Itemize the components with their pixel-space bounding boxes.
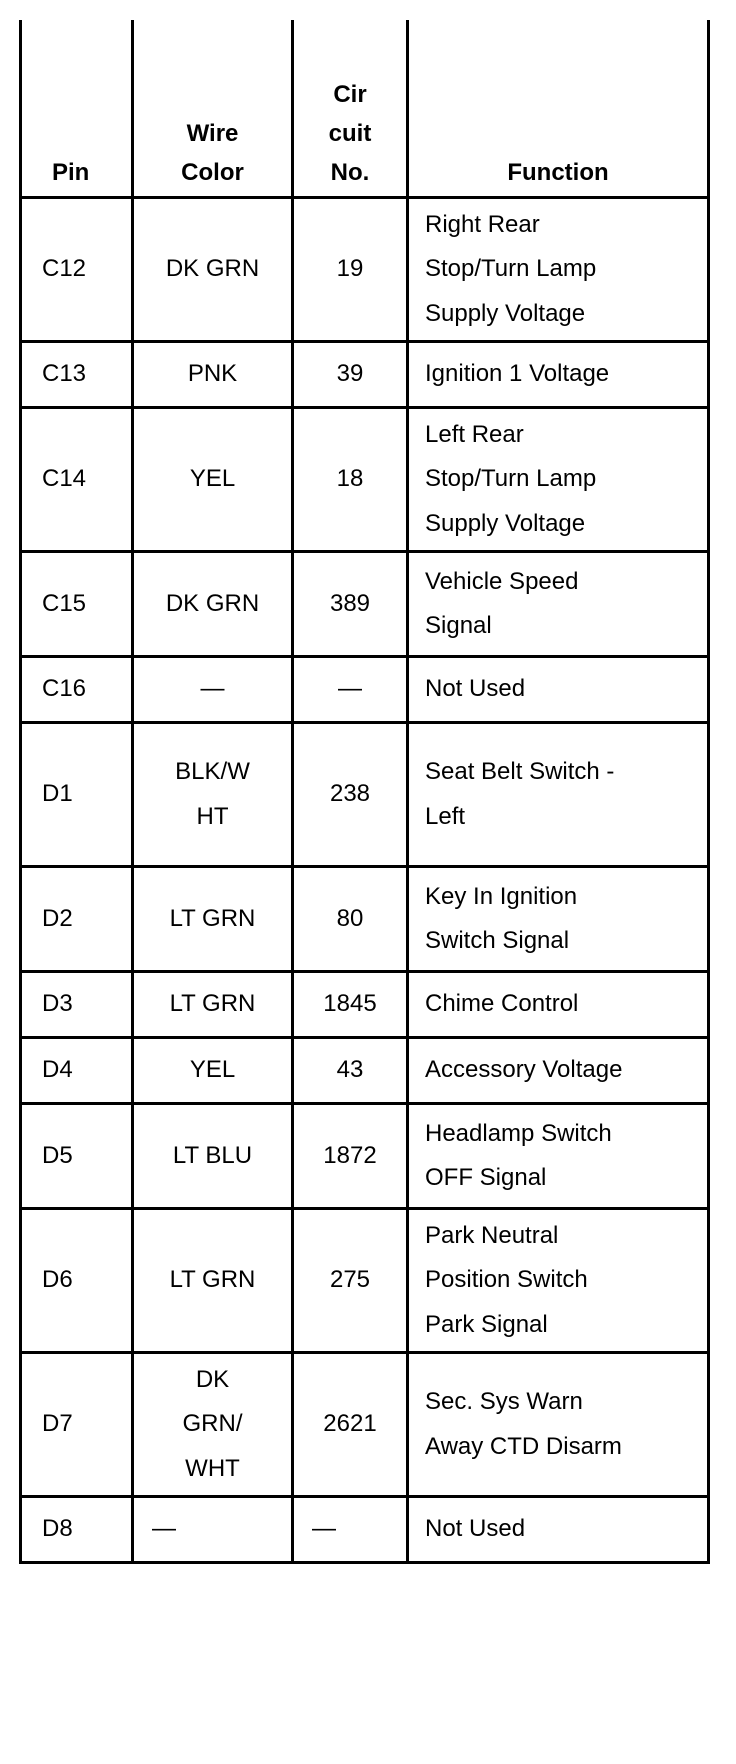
header-function-label: Function (507, 159, 609, 186)
cell-circuit-no: 80 (293, 867, 408, 972)
cell-circuit-no: 389 (293, 552, 408, 657)
cell-function: Chime Control (408, 972, 709, 1038)
table-row (21, 1497, 709, 1563)
cell-circuit-no: 43 (293, 1038, 408, 1104)
cell-pin: C14 (21, 408, 133, 552)
cell-pin: C12 (21, 198, 133, 342)
cell-circuit-no: — (293, 1497, 408, 1563)
cell-wire-color: DK GRN (133, 552, 293, 657)
table-row (21, 723, 709, 867)
cell-function: Ignition 1 Voltage (408, 342, 709, 408)
cell-wire-color: PNK (133, 342, 293, 408)
table-row (21, 1209, 709, 1353)
cell-function: Park Neutral Position Switch Park Signal (408, 1209, 709, 1353)
cell-pin: D8 (21, 1497, 133, 1563)
header-row (21, 20, 709, 198)
table-row (21, 408, 709, 552)
cell-function: Left Rear Stop/Turn Lamp Supply Voltage (408, 408, 709, 552)
cell-circuit-no: 2621 (293, 1353, 408, 1497)
table-body (21, 198, 709, 1563)
header-wire-color (133, 20, 293, 198)
cell-function: Not Used (408, 1497, 709, 1563)
cell-circuit-no: 275 (293, 1209, 408, 1353)
table-row (21, 867, 709, 972)
table-row (21, 1038, 709, 1104)
cell-circuit-no: — (293, 657, 408, 723)
cell-circuit-no: 1872 (293, 1104, 408, 1209)
cell-wire-color: — (133, 657, 293, 723)
cell-wire-color: YEL (133, 408, 293, 552)
cell-function: Accessory Voltage (408, 1038, 709, 1104)
cell-wire-color: DK GRN/ WHT (133, 1353, 293, 1497)
cell-function: Headlamp Switch OFF Signal (408, 1104, 709, 1209)
cell-function: Key In Ignition Switch Signal (408, 867, 709, 972)
header-pin-label: Pin (52, 159, 90, 186)
table-header (21, 20, 709, 198)
cell-pin: D5 (21, 1104, 133, 1209)
cell-pin: C13 (21, 342, 133, 408)
table-row (21, 1353, 709, 1497)
table-row (21, 552, 709, 657)
pin-function-table (19, 20, 710, 1564)
cell-wire-color: YEL (133, 1038, 293, 1104)
cell-pin: C15 (21, 552, 133, 657)
header-pin (21, 20, 133, 198)
header-function (408, 20, 709, 198)
cell-pin: D2 (21, 867, 133, 972)
cell-pin: D7 (21, 1353, 133, 1497)
cell-pin: C16 (21, 657, 133, 723)
cell-circuit-no: 19 (293, 198, 408, 342)
cell-function: Sec. Sys Warn Away CTD Disarm (408, 1353, 709, 1497)
cell-wire-color: LT GRN (133, 867, 293, 972)
cell-pin: D1 (21, 723, 133, 867)
header-circuit-no-label: Cir cuit No. (328, 81, 372, 186)
cell-pin: D4 (21, 1038, 133, 1104)
cell-circuit-no: 238 (293, 723, 408, 867)
cell-function: Vehicle Speed Signal (408, 552, 709, 657)
cell-wire-color: LT GRN (133, 1209, 293, 1353)
cell-pin: D6 (21, 1209, 133, 1353)
table-row (21, 198, 709, 342)
table-row (21, 657, 709, 723)
cell-wire-color: LT BLU (133, 1104, 293, 1209)
cell-wire-color: LT GRN (133, 972, 293, 1038)
table-row (21, 972, 709, 1038)
cell-circuit-no: 39 (293, 342, 408, 408)
table-row (21, 342, 709, 408)
cell-wire-color: BLK/W HT (133, 723, 293, 867)
cell-wire-color: DK GRN (133, 198, 293, 342)
cell-circuit-no: 1845 (293, 972, 408, 1038)
header-circuit-no (293, 20, 408, 198)
cell-wire-color: — (133, 1497, 293, 1563)
cell-pin: D3 (21, 972, 133, 1038)
header-wire-color-label: Wire Color (181, 120, 244, 186)
cell-function: Seat Belt Switch - Left (408, 723, 709, 867)
cell-function: Not Used (408, 657, 709, 723)
cell-function: Right Rear Stop/Turn Lamp Supply Voltage (408, 198, 709, 342)
table-row (21, 1104, 709, 1209)
cell-circuit-no: 18 (293, 408, 408, 552)
